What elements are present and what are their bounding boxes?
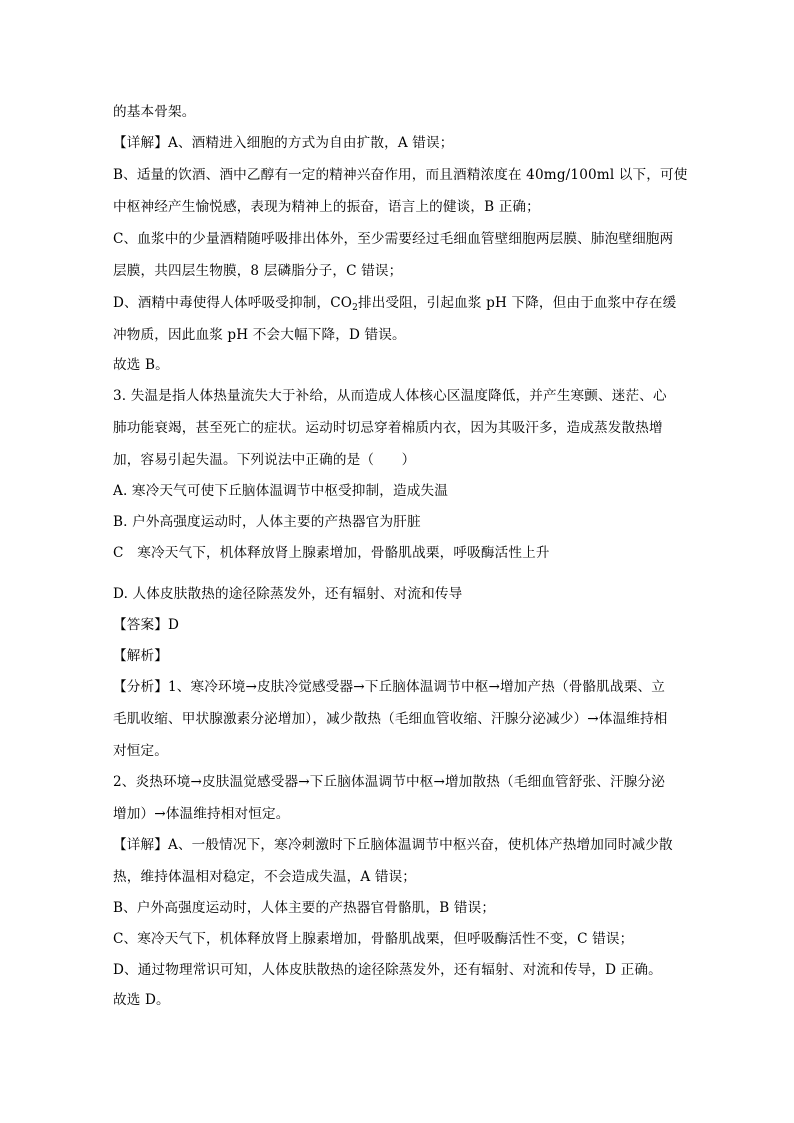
text-line: 的基本骨架。: [113, 104, 196, 120]
option-b: B. 户外高强度运动时，人体主要的产热器官为肝脏: [113, 514, 421, 530]
analysis-line: 2、炎热环境→皮肤温觉感受器→下丘脑体温调节中枢→增加散热（毛细血管舒张、汗腺分泌: [113, 774, 665, 790]
analysis-heading: 【解析】: [113, 648, 168, 664]
question-stem: 3. 失温是指人体热量流失大于补给，从而造成人体核心区温度降低，并产生寒颤、迷茫、心: [113, 388, 667, 404]
analysis-line: 对恒定。: [113, 743, 168, 759]
text-line: C、血浆中的少量酒精随呼吸排出体外，至少需要经过毛细血管壁细胞两层膜、肺泡壁细胞两: [113, 231, 674, 247]
text-line: 冲物质，因此血浆 pH 不会大幅下降，D 错误。: [113, 327, 406, 343]
conclusion-line: 故选 D。: [113, 992, 170, 1008]
subscript: 2: [352, 303, 358, 313]
option-d: D. 人体皮肤散热的途径除蒸发外，还有辐射、对流和传导: [113, 586, 463, 602]
detail-line: C、寒冷天气下，机体释放肾上腺素增加，骨骼肌战栗，但呼吸酶活性不变，C 错误；: [113, 931, 634, 947]
detail-heading-line: 【详解】A、酒精进入细胞的方式为自由扩散，A 错误；: [113, 135, 454, 151]
detail-line: B、户外高强度运动时，人体主要的产热器官骨骼肌，B 错误；: [113, 900, 496, 916]
option-a: A. 寒冷天气可使下丘脑体温调节中枢受抑制，造成失温: [113, 483, 449, 499]
text-line: 中枢神经产生愉悦感，表现为精神上的振奋，语言上的健谈，B 正确；: [113, 199, 540, 215]
text-line: 层膜，共四层生物膜，8 层磷脂分子，C 错误；: [113, 263, 403, 279]
detail-line: D、通过物理常识可知，人体皮肤散热的途径除蒸发外，还有辐射、对流和传导，D 正确。: [113, 962, 662, 978]
conclusion-line: 故选 B。: [113, 357, 169, 373]
text-segment: 排出受阻，引起血浆 pH 下降，但由于血浆中存在缓: [357, 295, 677, 311]
text-line: B、适量的饮酒、酒中乙醇有一定的精神兴奋作用，而且酒精浓度在 40mg/100ml 以下，可使: [113, 167, 688, 183]
text-segment: D、酒精中毒使得人体呼吸受抑制，CO: [113, 295, 353, 311]
detail-line: 热，维持体温相对稳定，不会造成失温，A 错误；: [113, 869, 417, 885]
option-c: C 寒冷天气下，机体释放肾上腺素增加，骨骼肌战栗，呼吸酶活性上升: [113, 545, 550, 561]
analysis-line: 增加）→体温维持相对恒定。: [113, 806, 290, 822]
answer-line: 【答案】D: [113, 617, 180, 633]
question-stem: 加，容易引起失温。下列说法中正确的是（ ）: [113, 452, 416, 468]
text-line-co2: [113, 294, 693, 312]
detail-line: 【详解】A、一般情况下，寒冷刺激时下丘脑体温调节中枢兴奋，使机体产热增加同时减少散: [113, 837, 673, 853]
question-stem: 肺功能衰竭，甚至死亡的症状。运动时切忌穿着棉质内衣，因为其吸汗多，造成蒸发散热增: [113, 420, 663, 436]
analysis-line: 【分析】1、寒冷环境→皮肤冷觉感受器→下丘脑体温调节中枢→增加产热（骨骼肌战栗、立: [113, 679, 665, 695]
analysis-line: 毛肌收缩、甲状腺激素分泌增加），减少散热（毛细血管收缩、汗腺分泌减少）→体温维持相: [113, 711, 668, 727]
